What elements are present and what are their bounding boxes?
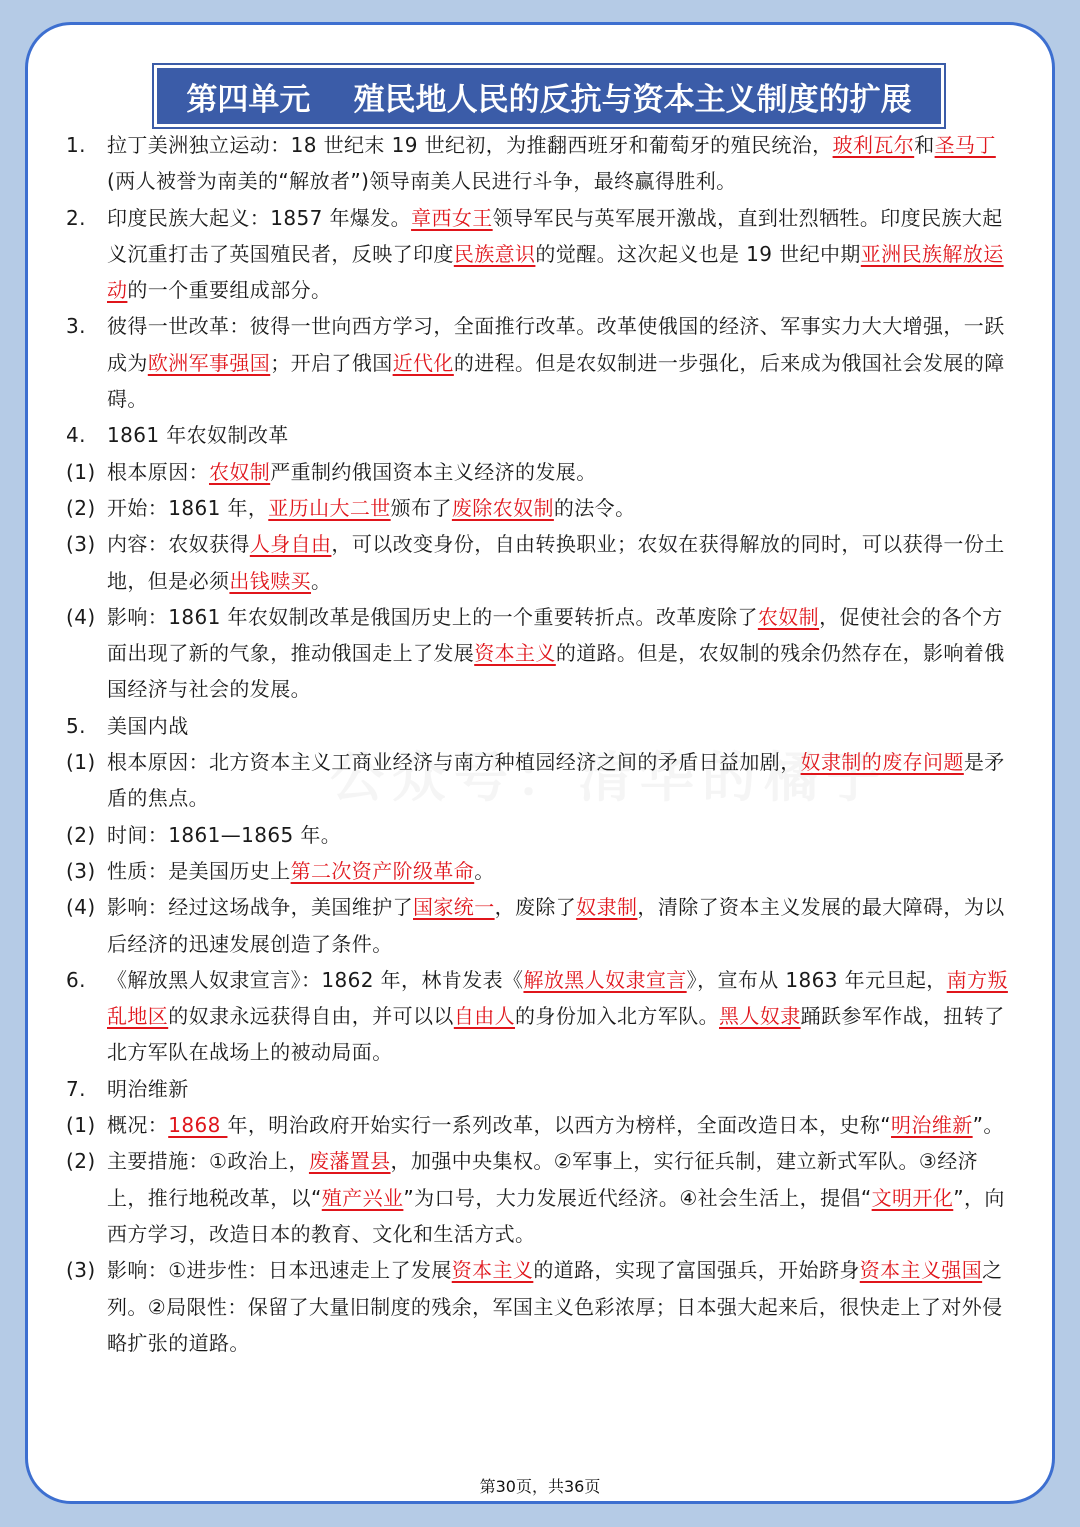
item-number: 4.	[66, 423, 86, 448]
item-number: (1)	[66, 459, 96, 484]
text-segment: 踊跃参军作战，扭转了北方军队在战场上的被动局面。	[107, 1004, 1005, 1065]
text-segment: 的道路，实现了富国强兵，开始跻身	[533, 1258, 860, 1283]
text-segment: 内容：农奴获得	[107, 532, 250, 557]
key-term: 1868	[168, 1113, 228, 1138]
paragraph	[66, 200, 1016, 309]
text-segment: ，促使社会的各个方面出现了新的气象，推动俄国走上了发展	[107, 604, 1003, 666]
text-segment: ，清除了资本主义发展的最大障碍，为以后经济的迅速发展创造了条件。	[107, 895, 1005, 956]
paragraph	[66, 889, 1016, 962]
text-segment: ”，向西方学习，改造日本的教育、文化和生活方式。	[107, 1185, 1005, 1246]
text-segment: 根本原因：	[107, 459, 209, 484]
text-segment: ，加强中央集权。②军事上，实行征兵制，建立新式军队。③经济上，推行地税改革，以“	[107, 1149, 979, 1210]
key-term: 欧洲军事强国	[147, 350, 271, 375]
item-number: 6.	[66, 967, 86, 992]
text-segment: 的法令。	[553, 495, 636, 520]
item-number: (4)	[66, 604, 96, 629]
paragraph	[66, 817, 1016, 853]
key-term: 农奴制	[757, 604, 820, 629]
text-segment: 根本原因：北方资本主义工商业经济与南方种植园经济之间的矛盾日益加剧，	[107, 750, 801, 775]
text-segment: 。	[311, 568, 332, 593]
paragraph	[66, 744, 1016, 817]
paragraph	[66, 127, 1016, 200]
item-number: 3.	[66, 314, 86, 339]
text-segment: 拉丁美洲独立运动：18 世纪末 19 世纪初，为推翻西班牙和葡萄牙的殖民统治，	[107, 133, 833, 157]
key-term: 亚洲民族解放运动	[107, 241, 1004, 303]
key-term: 明治维新	[891, 1113, 973, 1138]
key-term: 废除农奴制	[451, 495, 554, 520]
text-segment: 概况：	[107, 1113, 169, 1138]
key-term: 解放黑人奴隶宣言	[523, 967, 687, 992]
paragraph	[66, 1143, 1016, 1252]
text-segment: 。	[474, 858, 495, 883]
text-segment: 年，明治政府开始实行一系列改革，以西方为榜样，全面改造日本，史称“	[227, 1113, 892, 1138]
text-segment: 颁布了	[390, 495, 452, 520]
key-term: 民族意识	[453, 241, 536, 266]
key-term: 国家统一	[413, 895, 495, 920]
text-segment: 彼得一世改革：彼得一世向西方学习，全面推行改革。改革使俄国的经济、军事实力大大增强，一跃成为	[107, 314, 1005, 375]
item-number: (2)	[66, 822, 96, 847]
paragraph	[66, 417, 1016, 453]
item-number: 5.	[66, 713, 86, 738]
text-segment: ”。	[972, 1113, 1004, 1138]
text-segment: 《解放黑人奴隶宣言》：1862 年，林肯发表《	[107, 967, 524, 992]
text-segment: 的一个重要组成部分。	[127, 278, 332, 303]
key-term: 资本主义	[474, 641, 556, 666]
text-segment: 明治维新	[107, 1076, 189, 1101]
text-segment: 的身份加入北方军队。	[515, 1004, 720, 1029]
key-term: 殖产兴业	[321, 1185, 404, 1210]
paragraph	[66, 1071, 1016, 1107]
key-term: 圣马丁	[934, 133, 996, 157]
key-term: 第二次资产阶级革命	[290, 858, 475, 883]
text-segment: 领导军民与英军展开激战，直到壮烈牺牲。印度民族大起义沉重打击了英国殖民者，反映了印度	[107, 205, 1003, 266]
paragraph	[66, 490, 1016, 526]
text-segment: 是矛盾的焦点。	[107, 750, 1005, 811]
paragraph	[66, 1107, 1016, 1143]
key-term: 奴隶制	[576, 895, 638, 920]
paragraph	[66, 308, 1016, 417]
item-number: 2.	[66, 205, 86, 230]
text-segment: 影响：1861 年农奴制改革是俄国历史上的一个重要转折点。改革废除了	[107, 604, 758, 629]
paragraph	[66, 853, 1016, 889]
item-number: (1)	[66, 1113, 96, 1138]
text-segment: ；开启了俄国	[270, 350, 393, 375]
key-term: 黑人奴隶	[719, 1004, 801, 1029]
text-segment: (两人被誉为南美的“解放者”)领导南美人民进行斗争，最终赢得胜利。	[107, 169, 737, 194]
key-term: 玻利瓦尔	[832, 133, 915, 157]
text-segment: 时间：1861—1865 年。	[107, 822, 342, 847]
paragraph	[66, 962, 1016, 1071]
key-term: 奴隶制的废存问题	[800, 750, 964, 775]
paragraph	[66, 599, 1016, 708]
text-segment: 主要措施：①政治上，	[107, 1149, 309, 1174]
text-segment: 和	[914, 133, 935, 157]
text-segment: 的觉醒。这次起义也是 19 世纪中期	[535, 241, 861, 266]
key-term: 资本主义强国	[859, 1258, 983, 1283]
item-number: 7.	[66, 1076, 86, 1101]
text-segment: 影响：经过这场战争，美国维护了	[107, 895, 413, 920]
page-number: 第30页，共36页	[479, 1477, 601, 1496]
key-term: 出钱赎买	[229, 568, 312, 593]
key-term: 文明开化	[871, 1185, 954, 1210]
text-segment: 之列。②局限性：保留了大量旧制度的残余，军国主义色彩浓厚；日本强大起来后，很快走上了对外侵略扩张的道路。	[107, 1258, 1003, 1355]
item-number: (3)	[66, 1258, 96, 1283]
item-number: (4)	[66, 895, 96, 920]
key-term: 南方叛乱地区	[107, 967, 1008, 1029]
paragraph	[66, 1252, 1016, 1361]
key-term: 人身自由	[249, 532, 332, 557]
key-term: 农奴制	[209, 459, 271, 484]
text-segment: 的道路。但是，农奴制的残余仍然存在，影响着俄国经济与社会的发展。	[107, 641, 1005, 702]
text-segment: ，可以改变身份，自由转换职业；农奴在获得解放的同时，可以获得一份土地，但是必须	[107, 532, 1005, 593]
item-number: (2)	[66, 1149, 96, 1174]
text-segment: 美国内战	[107, 713, 189, 738]
text-segment: ”为口号，大力发展近代经济。④社会生活上，提倡“	[403, 1185, 872, 1210]
key-term: 亚历山大二世	[268, 495, 391, 520]
key-term: 章西女王	[411, 205, 493, 230]
key-term: 资本主义	[451, 1258, 534, 1283]
paragraph	[66, 708, 1016, 744]
text-segment: 性质：是美国历史上	[107, 858, 291, 883]
text-segment: 影响：①进步性：日本迅速走上了发展	[107, 1258, 452, 1283]
text-segment: 的奴隶永远获得自由，并可以以	[168, 1004, 454, 1029]
text-segment: 开始：1861 年，	[107, 495, 269, 520]
item-number: (2)	[66, 495, 96, 520]
item-number: (3)	[66, 858, 96, 883]
paragraph	[66, 526, 1016, 599]
text-segment: 印度民族大起义：1857 年爆发。	[107, 205, 412, 230]
unit-title: 第四单元 殖民地人民的反抗与资本主义制度的扩展	[157, 68, 941, 124]
key-term: 近代化	[392, 350, 454, 375]
text-segment: 》，宣布从 1863 年元旦起，	[686, 967, 947, 992]
text-segment: 1861 年农奴制改革	[107, 423, 289, 448]
text-segment: 的进程。但是农奴制进一步强化，后来成为俄国社会发展的障碍。	[107, 350, 1005, 412]
content-body	[66, 127, 1016, 1361]
item-number: (1)	[66, 750, 96, 775]
key-term: 自由人	[453, 1004, 516, 1029]
item-number: (3)	[66, 532, 96, 557]
item-number: 1.	[66, 133, 86, 157]
text-segment: ，废除了	[494, 895, 577, 920]
key-term: 废藩置县	[308, 1149, 391, 1174]
text-segment: 严重制约俄国资本主义经济的发展。	[270, 459, 597, 484]
paragraph	[66, 454, 1016, 490]
